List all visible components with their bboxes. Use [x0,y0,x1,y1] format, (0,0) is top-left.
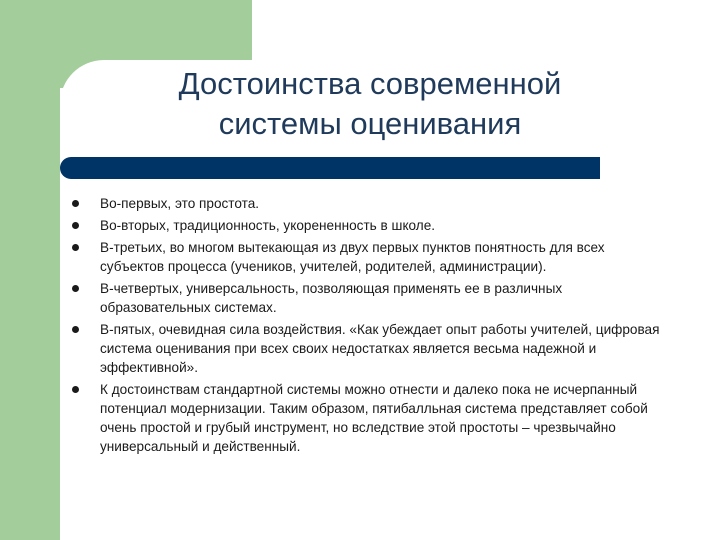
bullet-text: Во-первых, это простота. [100,196,260,211]
bullet-item [72,238,672,276]
bullet-dot-icon [72,386,79,393]
bullet-item [72,380,672,456]
bullet-text: В-пятых, очевидная сила воздействия. «Как убеждает опыт работы учителей, цифровая система оценивания при всех своих недостатках является весьма надежной и эффективной». [100,322,660,375]
slide-title [100,64,640,144]
slide-title-line-2: системы оценивания [218,106,522,141]
bullet-text: В-третьих, во многом вытекающая из двух первых пунктов понятность для всех субъектов процесса (учеников, учителей, родителей, администрации). [100,240,605,274]
bullet-list [72,194,672,459]
bullet-text: К достоинствам стандартной системы можно отнести и далеко пока не исчерпанный потенциал модернизации. Таким образом, пятибалльная система представляет собой очень простой и грубый инструмент, но вследствие этой простоты – чрезвычайно универсальный и действенный. [100,382,648,454]
bullet-item [72,320,672,377]
bullet-item [72,194,672,213]
decor-green-left [0,0,60,540]
bullet-dot-icon [72,285,79,292]
bullet-dot-icon [72,326,79,333]
bullet-dot-icon [72,244,79,251]
bullet-text: Во-вторых, традиционность, укорененность в школе. [100,218,436,233]
slide-title-line-1: Достоинства современной [178,66,562,101]
bullet-item [72,216,672,235]
bullet-dot-icon [72,222,79,229]
bullet-text: В-четвертых, универсальность, позволяющая применять ее в различных образовательных системах. [100,281,563,315]
bullet-dot-icon [72,200,79,207]
bullet-item [72,279,672,317]
title-underline-bar [60,157,600,179]
